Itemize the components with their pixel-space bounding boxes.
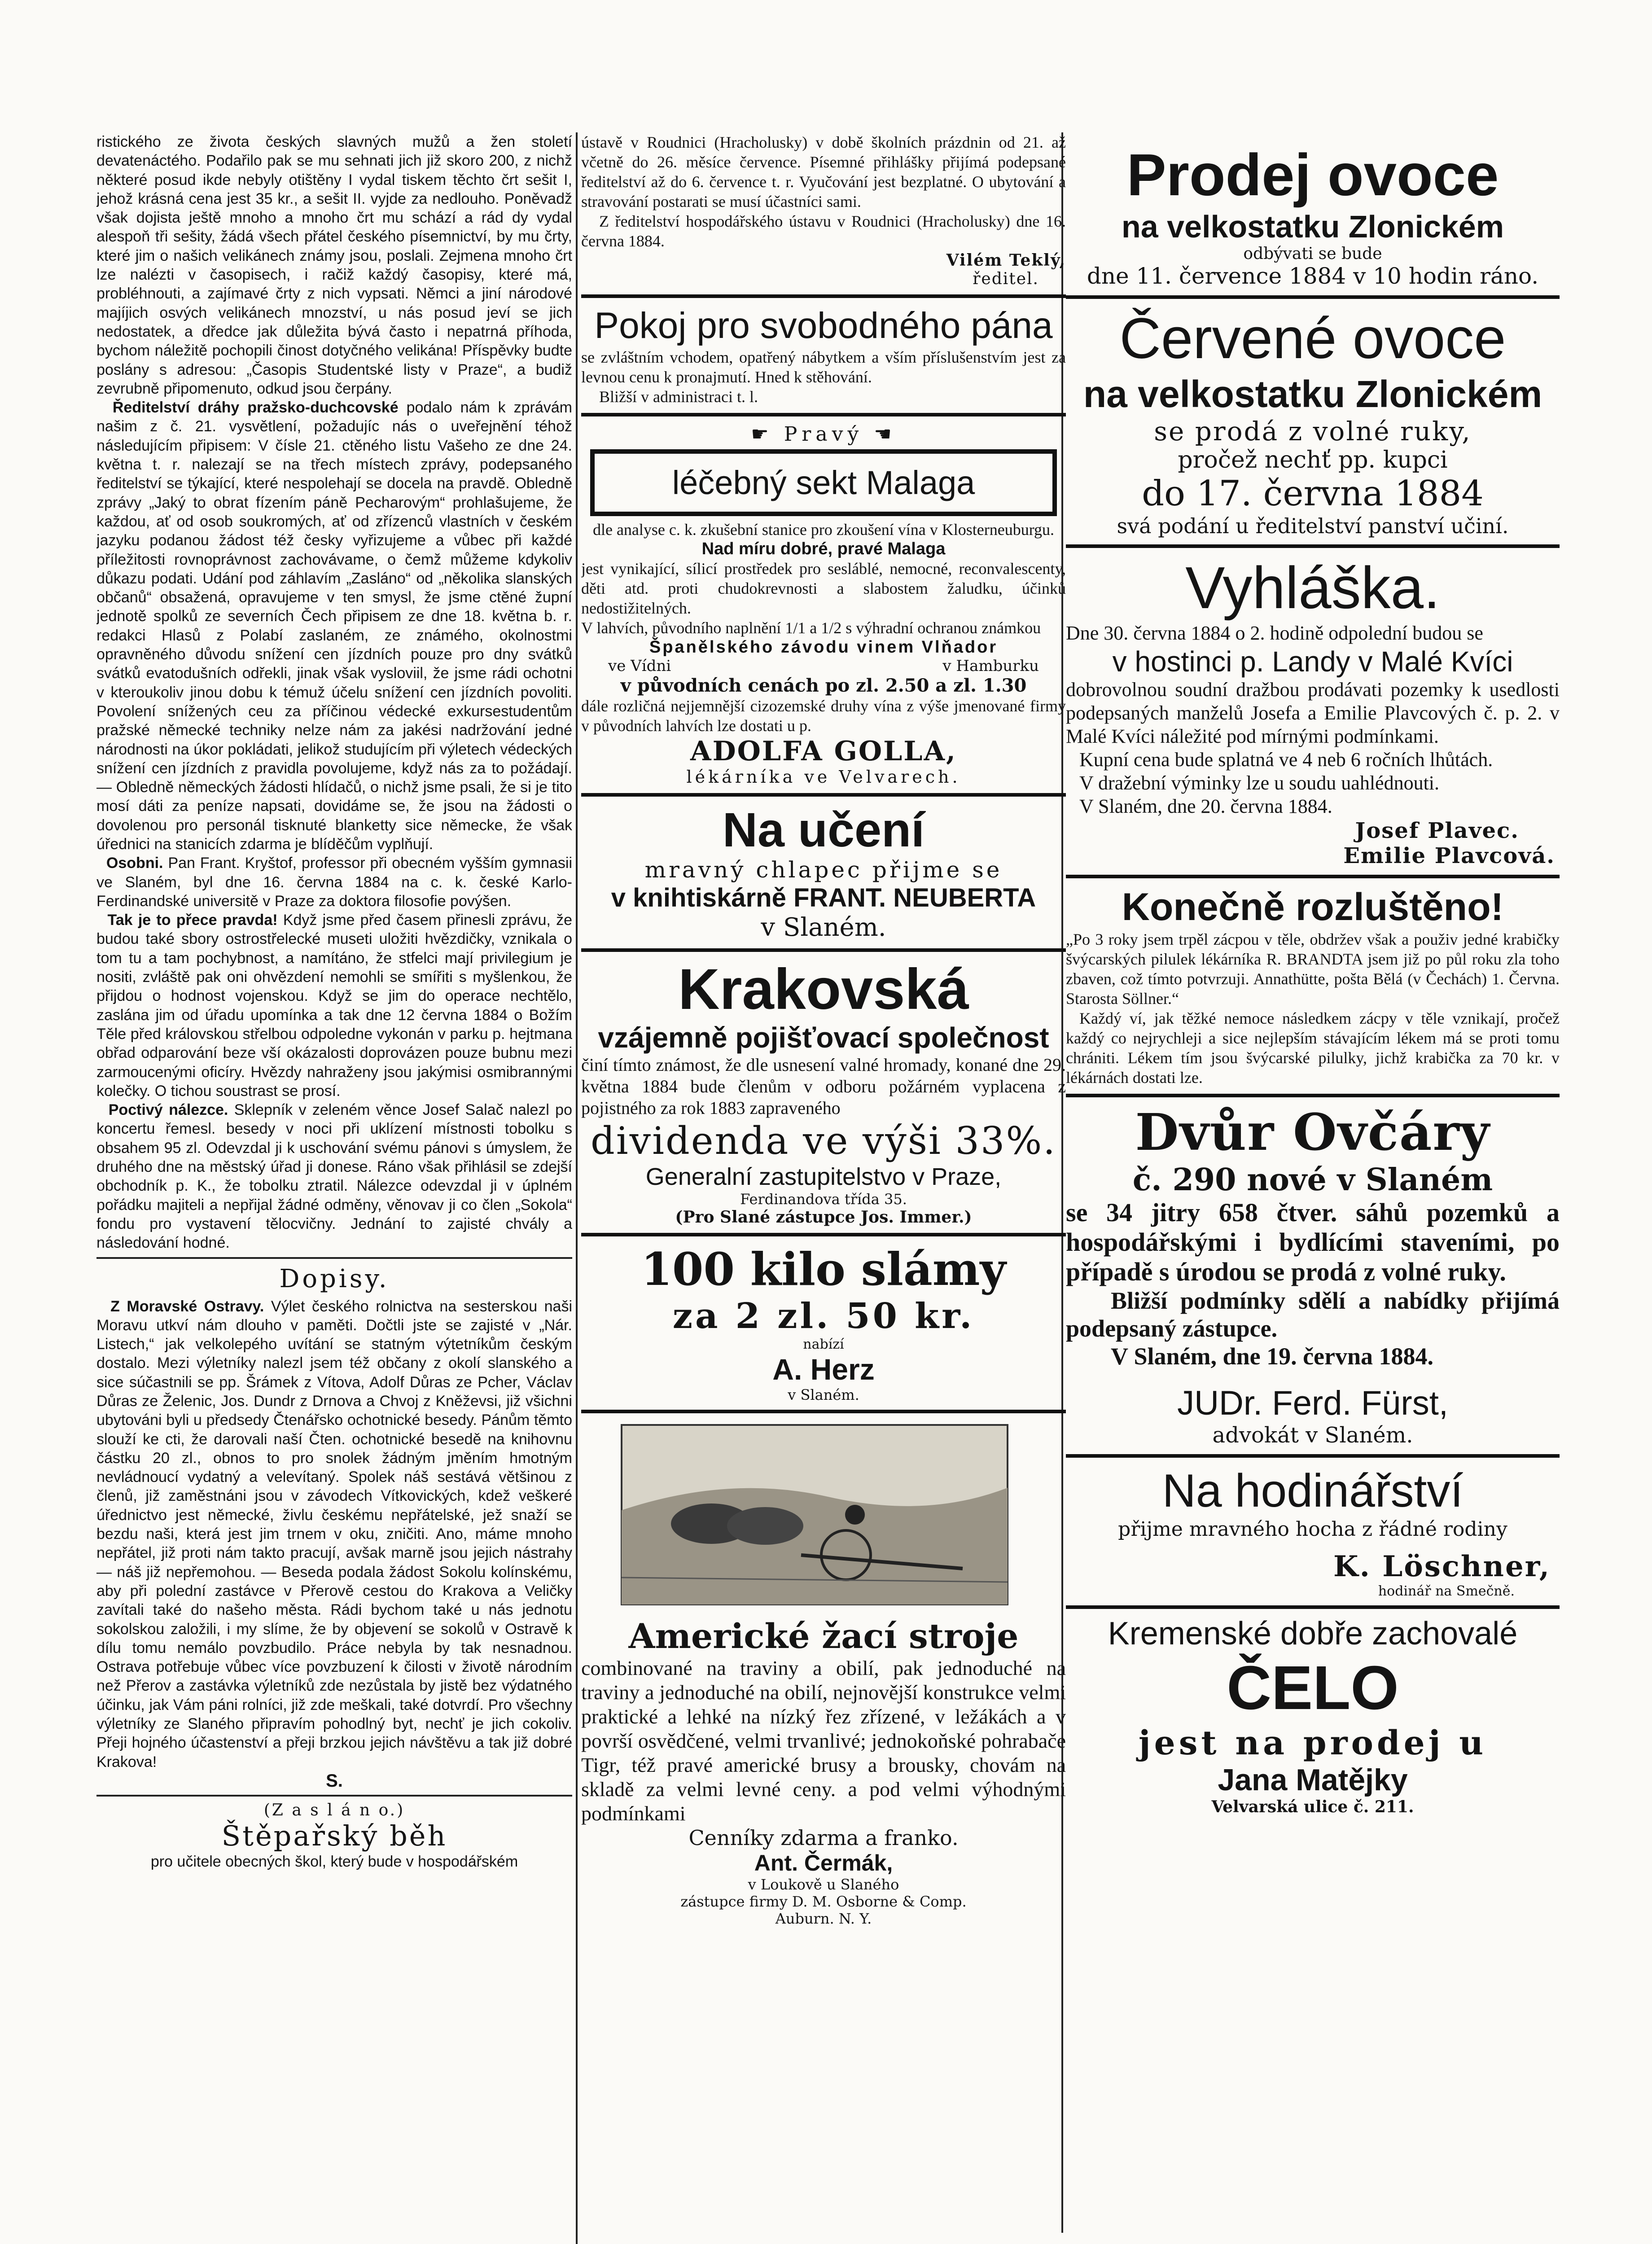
- malaga-pravy-label: Pravý: [784, 423, 863, 446]
- malaga-city-hamburg: v Hamburku: [942, 657, 1039, 675]
- malaga-pravy: [581, 423, 1066, 446]
- cello-big: ČELO: [1227, 1653, 1399, 1722]
- insurance-sub: vzájemně pojišťovací společnost: [598, 1021, 1049, 1054]
- watchmaker-text: přijme mravného hocha z řádné rodiny: [1118, 1518, 1507, 1541]
- apprentice-city: v Slaném.: [761, 913, 886, 942]
- divider: [581, 413, 1066, 416]
- red-fruit-title: Červené ovoce: [1119, 307, 1506, 371]
- pills-text: Každý ví, jak těžké nemoce následkem zácpy v těle vznikají, pročež každý co nejrychleji a sice nejlepším stávajícím lékem má se proti tomu chrániti. Lékem tím jsou švýcarské pilulky, jichž krabička za 70 kr. v lékárnách dostati lze.: [1066, 1009, 1560, 1087]
- estate-text: se 34 jitry 658 čtver. sáhů pozemků a hospodářskými i bydlícími staveními, po případě s úrodou se prodá z volné ruky.: [1066, 1198, 1560, 1286]
- malaga-analysis: dle analyse c. k. zkušební stanice pro zkoušení vína v Klosterneuburgu.: [592, 521, 1055, 539]
- reaper-origin: Auburn. N. Y.: [775, 1910, 872, 1927]
- malaga-city-wien: ve Vídni: [608, 657, 671, 675]
- reaper-illustration: [595, 1420, 1034, 1609]
- auction-signature-1: Josef Plavec.: [1355, 818, 1519, 843]
- divider: [581, 1410, 1066, 1413]
- malaga-desc: jest vynikající, sílicí prostředek pro sesláblé, nemocné, reconvalescenty, děti atd. proti chudokrevnosti a slabostem žaludku, účinků nedostižitelných.: [581, 560, 1066, 617]
- divider: [96, 1795, 572, 1797]
- letter-heading: Z Moravské Ostravy.: [110, 1297, 264, 1315]
- red-fruit-sub: na velkostatku Zlonickém: [1083, 373, 1542, 415]
- auction-title: Vyhláška.: [1185, 555, 1440, 621]
- divider: [581, 948, 1066, 952]
- divider: [1066, 295, 1560, 299]
- malaga-firm: Španělského závodu vinem Vlňador: [649, 638, 998, 657]
- insurance-agent: (Pro Slané zástupce Jos. Immer.): [675, 1208, 972, 1227]
- divider: [581, 1233, 1066, 1236]
- hand-pointing-icon: ☚: [863, 423, 896, 446]
- malaga-more: dále rozličná nejjemnější cizozemské druhy vína z výše jmenované firmy v původních lahvích lze dostati u p.: [581, 697, 1066, 735]
- fruit-sale-note: odbývati se bude: [1243, 245, 1382, 263]
- fruit-sale-title: Prodej ovoce: [1126, 142, 1499, 208]
- reaper-address: v Loukově u Slaného: [748, 1876, 899, 1893]
- straw-city: v Slaném.: [788, 1386, 859, 1403]
- article-text: Pan Frant. Kryštof, professor při obecném vyšším gymnasii ve Slaném, byl dne 16. června 1884 na c. k. české Karlo-Ferdinandské universitě v Praze za doktora filosofie povýšen.: [96, 855, 572, 910]
- article-finder: [96, 1100, 572, 1252]
- column-rule: [576, 132, 578, 2244]
- malaga-title: léčebný sekt Malaga: [672, 464, 975, 501]
- apprentice-sub: mravný chlapec přijme se: [644, 857, 1003, 883]
- ads-column-right: [1066, 132, 1560, 2244]
- divider: [1066, 1094, 1560, 1097]
- reaper-text: combinované na traviny a obilí, pak jednoduché na traviny a jednoduché na obilí, nejnovější konstrukce velmi praktické a lehké na nízký řez zřízené, v ležákách a v površí osvědčené, velmi trvanlivé; jednokoňské pohrabače Tigr, též pravé americké brusy a brousky, chovám na skladě za velmi levné ceny. a pod velmi výhodnými podmínkami: [581, 1657, 1066, 1825]
- article-heading: Ředitelství dráhy pražsko-duchcovské: [112, 399, 399, 416]
- auction-date: V Slaném, dne 20. června 1884.: [1079, 795, 1332, 817]
- pills-testimonial: „Po 3 roky jsem trpěl zácpou v těle, obdržev však a použiv jedné krabičky švýcarských pilulek lékárníka R. BRANDTA jsem již po půl roku zla toho zbaven, což tímto potvrzuji. Annathütte, pošta Bělá (v Čechách) 1. Června. Starosta Söllner.“: [1066, 930, 1560, 1008]
- insurance-dividend: dividenda ve výši 33%.: [591, 1119, 1056, 1163]
- malaga-box: [590, 449, 1057, 516]
- reaper-agent: zástupce firmy D. M. Osborne & Comp.: [680, 1893, 967, 1910]
- reaper-catalogue: Cenníky zdarma a franko.: [688, 1826, 959, 1850]
- estate-address: č. 290 nové v Slaném: [1132, 1162, 1493, 1198]
- reaper-title: Americké žací stroje: [628, 1616, 1019, 1656]
- article-text: Když jsme před časem přinesli zprávu, že budou také sbory ostrostřelecké museti uložiti hvězdičky, vznikala o tom tu a tam pochybnost, a namítáno, že stfelci mají privilegium je nositi, zvláště pak oni ohvězdení nemohli se smířiti s myšlenkou, že přijdou o hodnost vojenskou. Když se jim do operace nechtělo, zaslána jim od úřadu upomínka a tak dne 12 června 1884 o Božím Těle před královskou střelbou odpoledne vykonán v parku p. hejtmana obřad odparování beze vší okázalosti doprovázen pouze bubnu mezi zarmoucenými oficíry. Hvězdy nahraženy jsou jakýmisi osmibrannými kolečky. O tichou soustrast se prosí.: [96, 912, 572, 1100]
- driver-shape: [845, 1505, 865, 1525]
- auction-text: dobrovolnou soudní dražbou prodávati pozemky k usedlosti podepsaných manželů Josefa a Emilie Plavcových č. p. 2. v Malé Kvíci náležité pod mírnými podmínkami.: [1066, 679, 1560, 747]
- stepar-title: Štěpařský běh: [221, 1819, 447, 1853]
- insurance-agency: Generalní zastupitelstvo v Praze,: [645, 1163, 1002, 1190]
- divider: [1066, 1605, 1560, 1609]
- insurance-address: Ferdinandova třída 35.: [740, 1191, 907, 1208]
- straw-offer: nabízí: [803, 1337, 844, 1352]
- red-fruit-foot: svá podání u ředitelství panství učiní.: [1117, 514, 1509, 538]
- hand-pointing-icon: ☛: [751, 423, 784, 446]
- article-heading: Poctivý nálezce.: [108, 1101, 228, 1119]
- fruit-sale-date: dne 11. července 1884 v 10 hodin ráno.: [1087, 263, 1539, 289]
- cello-address: Velvarská ulice č. 211.: [1211, 1797, 1414, 1816]
- reaper-firm: Ant. Čermák,: [754, 1850, 893, 1876]
- watchmaker-signature-title: hodinář na Smečně.: [1378, 1583, 1515, 1599]
- article-truth: [96, 911, 572, 1100]
- red-fruit-sale: se prodá z volné ruky,: [1154, 416, 1472, 447]
- pills-title: Konečně rozluštěno!: [1122, 885, 1504, 929]
- watchmaker-signature: K. Löschner,: [1333, 1550, 1551, 1583]
- room-ad-contact: Bližší v administraci t. l.: [599, 388, 758, 406]
- insurance-text: činí tímto známost, že dle usnesení valné hromady, konané dne 29. května 1884 bude členům v odboru požárném vyplacena z pojistného za rok 1883 zapraveného: [581, 1055, 1066, 1118]
- cello-sale: jest na prodej u: [1138, 1724, 1487, 1762]
- reaper-engraving: [595, 1420, 1052, 1609]
- zaslano-label: (Z a s l á n o.): [263, 1801, 405, 1820]
- divider: [581, 294, 1066, 298]
- estate-date: V Slaném, dne 19. června 1884.: [1111, 1343, 1434, 1370]
- cello-title: Kremenské dobře zachovalé: [1108, 1616, 1518, 1652]
- estate-signature: JUDr. Ferd. Fürst,: [1177, 1384, 1448, 1422]
- letter-text: Výlet českého rolnictva na sesterskou naši Moravu utkví nám dlouho v paměti. Dočtli jste se zajisté v „Nár. Listech,“ jak velkolepého uvítání se statným výtetníkům českým dostalo. Mezi výletníky nalezl jsem též občany z okolí slanského a sice súčastnili se pp. Šrámek z Vítova, Adolf Důras ze Pcher, Václav Důras ze Želenic, Jos. Dundr z Drnova a Chvoj z Kněževsi, již všichni ubytováni byli u předsedy Čtenářsko ochotnické besedy. Pánům těmto slouží ke cti, že darovali naší Čten. ochotnické besedě na knihovnu částku 20 zl., obnos to pro snolek žádným jměním hmotným nevládnoucí vydatný a velevítaný. Spolek náš sestává většinou z členů, již zaměstnáni jsou v závodech Vítkovických, kdež veškeré úřednictvo jest německé, živlu českému nepřátelské, jež snaží se bezdu naši, která jest jim trnem v oku, zničiti. Ano, máme mnoho nepřátel, již proti nám takto pracují, avšak marně jsou jejich nástrahy — náš již nepřemohou. — Beseda podala žádost Sokolu kolínskému, aby při polední zastávce v Přerově cestou do Krakova a Veličky zavítali také do našeho města. Rádi bychom také u nás jednotu sokolskou založili, i my slíme, že by objevení se sokolů v Ostravě k dílu tomu nemálo povzbudilo. Práce nebyla by tak nesnadnou. Ostrava potřebuje vůbec více povzbuzení k čilosti v životě národním než Přerov a zastávka výletníků zde nezůstala by jistě bez výdatného účinku, jak Vám páni rolníci, již zde meškali, také dotvrdí. Pro všechny výletníky ze Slaného připravím pohodlný byt, nechť je jich cokoliv. Přeji hojného účastenství a přeji brzkou jejich návštěvu a tak již dobré Krakova!: [96, 1297, 572, 1771]
- red-fruit-date: do 17. června 1884: [1142, 473, 1484, 514]
- malaga-bottles: V lahvích, původního naplnění 1/1 a 1/2 s výhradní ochranou známkou: [581, 619, 1041, 637]
- straw-firm: A. Herz: [772, 1353, 875, 1386]
- apprentice-title: Na učení: [722, 802, 925, 857]
- school-notice: ústavě v Roudnici (Hracholusky) v době školních prázdnin od 21. až včetně do 26. měsíce července. Písemné přihlášky přijímá podepsané ředitelství až do 6. července t. r. Vyučování jest bezplatné. O ubytování a stravování postarati se musí účastníci sami.: [581, 133, 1066, 210]
- divider: [581, 793, 1066, 797]
- article-heading: Osobni.: [106, 855, 163, 872]
- malaga-cities: [581, 657, 1066, 675]
- article-intro: ristického ze života českých slavných mužů a žen století devatenáctého. Podařilo pak se mu sehnati jich již skoro 200, z nichž některé posud ikde nebyly otištěny I vydal tiskem těchto črt sešit I, jehož krásná cena jest 35 kr., a sešit II. vyjde za nedlouho. Poněvadž však dojista ještě mnoho a mnoho črt mu schází a rád dy vydal alespoň tři sešity, žádá všech přátel českého písemnictví, by mu črty, které jim o našich velikánech známy jsou, poslali. Zejmena mnoho črt lze nalézti v časopisech, i račiž každý časopisy, které má, probléhnouti, a zajímavé črty z nich vypsati. Němci a jiní národové majíjich osvých velikánech mnozství, u nás posud jeví se jich nedostatek, a dředce jak důležita bývá často i nepatrná příhoda, bychom náležitě pochopili činost dotyčného velikána! Příspěvky budte poslány s adresou: „Časopis Studentské listy v Praze“, a budiž zevrubně připomenuto, odkud jsou čerpány.: [96, 133, 572, 397]
- cello-seller: Jana Matějky: [1218, 1763, 1408, 1797]
- watchmaker-title: Na hodinářství: [1162, 1465, 1464, 1517]
- estate-contact: Bližší podmínky sdělí a nabídky přijímá podepsaný zástupce.: [1066, 1287, 1560, 1342]
- auction-intro: Dne 30. června 1884 o 2. hodině odpolední budou se: [1066, 622, 1483, 644]
- section-heading: Dopisy.: [279, 1264, 390, 1293]
- straw-price: za 2 zl. 50 kr.: [672, 1296, 975, 1337]
- horse-shape: [727, 1507, 803, 1545]
- estate-title: Dvůr Ovčáry: [1135, 1103, 1490, 1162]
- school-signature-title: ředitel.: [973, 270, 1039, 288]
- auction-payment: Kupní cena bude splatná ve 4 neb 6 ročních lhůtách.: [1079, 749, 1493, 771]
- auction-place: v hostinci p. Landy v Malé Kvíci: [1112, 645, 1513, 678]
- article-text: Sklepník v zeleném věnce Josef Salač nalezl po koncertu řemesl. besedy v noci při uklízení místnosti tobolku s obsahem 95 zl. Odevzdal ji k uschování svému pánovi s úmyslem, že druhého dne na městský úřad ji donese. Ráno však přihlásil se zdejší obchodník p. K., že tobolku ztratil. Nálezce odevzdal ji v úplném pořádku majiteli a nepřijal žádné odměny, věnovav ji co člen „Sokola“ fondu pro vystavení tělocvičny. Jednání to zajisté chvály a následování hodné.: [96, 1101, 572, 1252]
- article-heading: Tak je to přece pravda!: [107, 912, 278, 929]
- golla-name: ADOLFA GOLLA,: [690, 736, 957, 767]
- school-signature: Vilém Teklý,: [946, 251, 1066, 270]
- room-ad-title: Pokoj pro svobodného pána: [594, 305, 1053, 346]
- news-column: [96, 132, 572, 2244]
- divider: [96, 1257, 572, 1259]
- red-fruit-buyers: pročež nechť pp. kupci: [1178, 447, 1448, 473]
- article-text: podalo nám k zprávám našim z č. 21. vysvětlení, požadujíc nás o uveřejnění téhož následujícím připisem: V čísle 21. ctěného listu Vašeho ze dne 24. května t. r. nalezají se na třech místech zprávy, podepsaného ředitelství se týkající, které nespolehají se docela na pravdě. Obledně zprávy „Jaký to obrat fízením páně Pecharovým“ prohlašujeme, že každou, ať od osob soukromých, ať od zřízenců vlastních v českém jazyku podanou žádost též česky vyřizujeme a vůbec při každé příležitosti rovnoprávnost zachovávame, o čemž můžeme kdykoliv důkazu podati. Udání pod záhlavím „Zasláno“ od „několika slanských občanů“ obsažená, opravujeme v ten smysl, že jsme ctěné župní jednotě spolků ze severních Čech připisem ze dne 18. května b. r. redakci Hlasů z Polabí zaslaném, ze známého, okolnostmi opravněného důvodu snížení cen jízdních pouze pro dny svátků svátků evatodušních odřekli, jinak však vysloviil, že jsme rádi ochotni v kteroukoliv jinou dobu k témuž účelu snížení cen jízdních povoliti. Povolení snížených ceu za příčinou védecké exkursestudentům pražské německé techniky nelze nám za jakési nadržování jedné národnosti na úkor pokládati, jelikož studujícím při výletech védeckých snížení cen jízdních z pravidla povolujeme, když nás za to požádají. — Obledně německých žádosti hlídačů, o nichž jsme psali, že si je tito mosí dáti za peníze napsati, dovidáme se, že jsou na žádosti o dovolenou pro personál tisknuté blanketty sice německe, že však úřednici na stanicích zdarma je blíděčům vyplňují.: [96, 399, 572, 853]
- ads-column-middle: [581, 132, 1066, 2215]
- divider: [1066, 875, 1560, 878]
- article-personal: [96, 854, 572, 911]
- letter-ostrava: [96, 1297, 572, 1771]
- article-railway: [96, 398, 572, 854]
- malaga-quality: Nad míru dobré, pravé Malaga: [701, 539, 946, 558]
- letter-signature: S.: [326, 1771, 343, 1791]
- straw-title: 100 kilo slámy: [641, 1243, 1006, 1296]
- auction-signature-2: Emilie Plavcová.: [1343, 843, 1555, 868]
- auction-terms: V dražební výminky lze u soudu uahlédnouti.: [1079, 772, 1440, 794]
- estate-signature-title: advokát v Slaném.: [1212, 1423, 1413, 1448]
- stepar-text: pro učitele obecných škol, který bude v hospodářském: [150, 1853, 518, 1871]
- school-notice-date: Z ředitelství hospodářského ústavu v Roudnici (Hracholusky) dne 16. června 1884.: [581, 212, 1066, 250]
- divider: [1066, 1454, 1560, 1458]
- insurance-title: Krakovská: [678, 957, 969, 1021]
- divider: [1066, 544, 1560, 548]
- fruit-sale-sub: na velkostatku Zlonickém: [1122, 209, 1504, 244]
- room-ad-text: se zvláštním vchodem, opatřený nábytkem a vším příslušenstvím jest za levnou cenu k pronajmutí. Hned k stěhování.: [581, 348, 1066, 386]
- apprentice-firm: v knihtiskárně FRANT. NEUBERTA: [611, 883, 1036, 912]
- golla-title: lékárníka ve Velvarech.: [686, 767, 961, 787]
- malaga-price: v původních cenách po zl. 2.50 a zl. 1.30: [620, 675, 1027, 696]
